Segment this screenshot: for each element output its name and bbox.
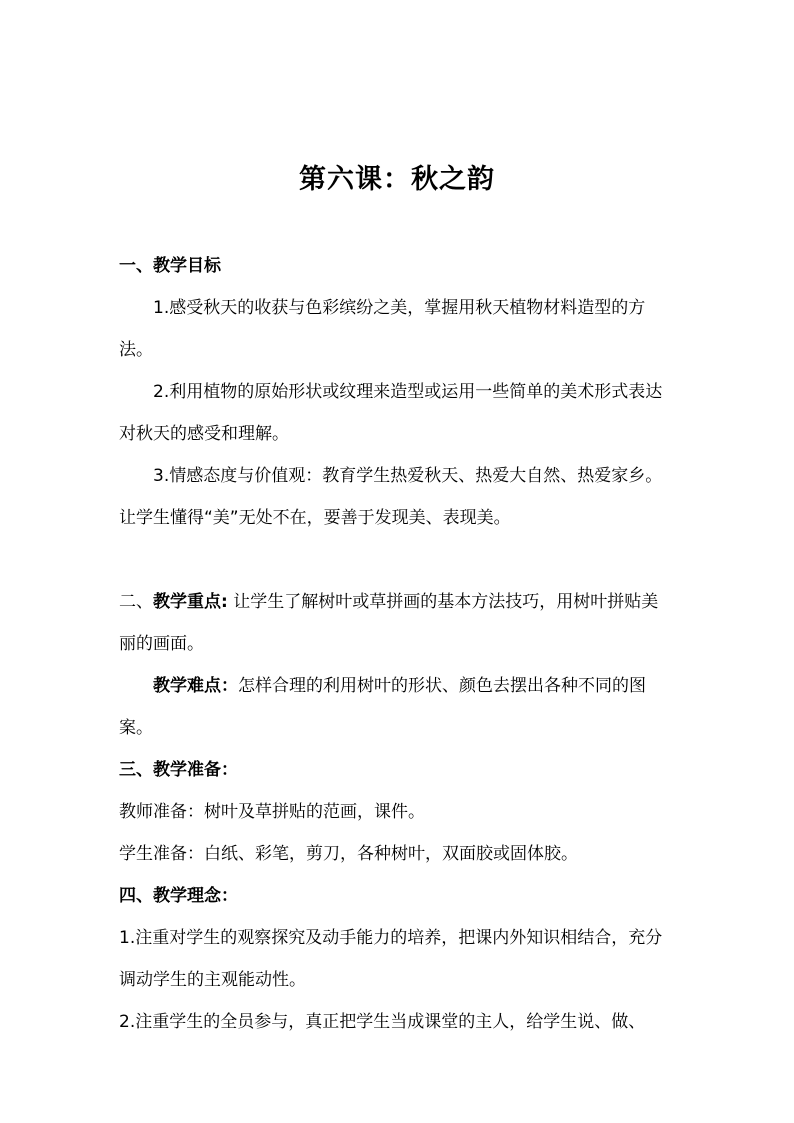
section-number-2: 二、 xyxy=(119,592,153,612)
key-point-paragraph xyxy=(119,581,675,665)
document-title: 第六课：秋之韵 xyxy=(299,164,495,195)
objective-item-2: 2.利用植物的原始形状或纹理来造型或运用一些简单的美术形式表达对秋天的感受和理解。 xyxy=(119,382,663,444)
philosophy-item-1: 1.注重对学生的观察探究及动手能力的培养，把课内外知识相结合，充分调动学生的主观能动性。 xyxy=(119,928,663,990)
document-body xyxy=(119,245,675,1043)
difficulty-label: 教学难点： xyxy=(153,676,238,696)
key-point-label: 教学重点: xyxy=(153,592,228,612)
difficulty-text: 怎样合理的利用树叶的形状、颜色去摆出各种不同的图案。 xyxy=(119,676,646,738)
section-heading-objectives: 一、教学目标 xyxy=(119,256,221,276)
student-preparation: 学生准备：白纸、彩笔，剪刀，各种树叶，双面胶或固体胶。 xyxy=(119,844,578,864)
key-point-text: 让学生了解树叶或草拼画的基本方法技巧，用树叶拼贴美丽的画面。 xyxy=(119,592,659,654)
teacher-preparation: 教师准备：树叶及草拼贴的范画，课件。 xyxy=(119,802,425,822)
objective-item-3: 3.情感态度与价值观：教育学生热爱秋天、热爱大自然、热爱家乡。让学生懂得“美”无处不在，要善于发现美、表现美。 xyxy=(119,466,663,528)
philosophy-item-2: 2.注重学生的全员参与，真正把学生当成课堂的主人，给学生说、做、 xyxy=(119,1012,646,1032)
objective-item-1: 1.感受秋天的收获与色彩缤纷之美，掌握用秋天植物材料造型的方法。 xyxy=(119,298,646,360)
section-heading-philosophy: 四、教学理念： xyxy=(119,886,238,906)
difficulty-paragraph xyxy=(119,665,675,749)
paragraph-spacer xyxy=(119,539,675,581)
section-heading-preparation: 三、教学准备： xyxy=(119,760,238,780)
